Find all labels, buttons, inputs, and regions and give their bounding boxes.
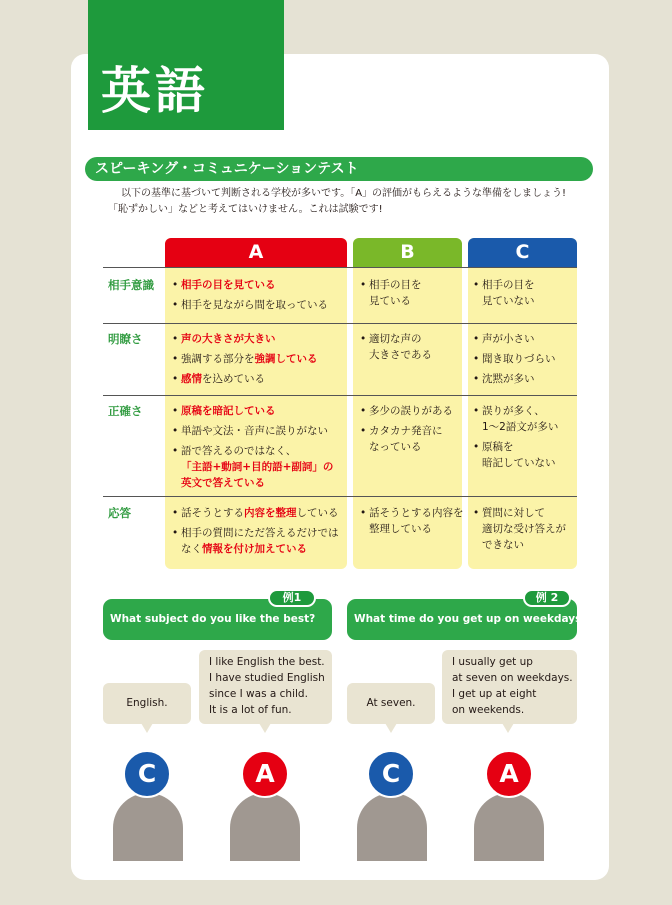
key-phrase: 「主語+動詞+目的語+副詞」の [181, 461, 334, 473]
example-1-question: What subject do you like the best? [103, 599, 332, 640]
person-silhouette [474, 793, 544, 861]
key-phrase: 内容を整理 [244, 507, 297, 519]
criterion-line [369, 293, 422, 309]
criterion-line [369, 439, 453, 455]
bubble-line: It is a lot of fun. [209, 704, 292, 716]
cell-response-c [473, 505, 566, 557]
criterion-line [181, 297, 328, 313]
criterion-text: 暗記していない [482, 457, 556, 469]
cell-clarity-b [360, 331, 432, 367]
criterion-text: 原稿を [482, 441, 514, 453]
criterion-line [181, 541, 339, 557]
criterion-line [369, 347, 432, 363]
criterion-text: 質問に対して [482, 507, 545, 519]
criterion-item [172, 423, 333, 439]
person-silhouette [230, 793, 300, 861]
criterion-line [482, 277, 535, 293]
cell-clarity-c [473, 331, 556, 391]
bubble-tail [502, 723, 514, 733]
grade-badge-a: A [241, 750, 289, 798]
criterion-line [482, 403, 558, 419]
criterion-text: 聞き取りづらい [482, 353, 556, 365]
row-label-response: 応答 [108, 506, 131, 520]
criterion-item [473, 351, 556, 367]
criterion-text: 語で答えるのではなく、 [181, 445, 297, 457]
criterion-item [473, 371, 556, 387]
criterion-line [482, 505, 566, 521]
cell-attitude-b [360, 277, 422, 313]
criterion-item [172, 443, 333, 491]
bubble-line: at seven on weekdays. [452, 672, 573, 684]
criterion-line [482, 293, 535, 309]
example-2-question: What time do you get up on weekdays? [347, 599, 577, 640]
criterion-text: 適切な受け答えが [482, 523, 566, 535]
criterion-line [482, 371, 556, 387]
criterion-line [181, 403, 333, 419]
criterion-text: 単語や文法・音声に誤りがない [181, 425, 328, 437]
criterion-line [369, 277, 422, 293]
criterion-text: 相手の目を [369, 279, 422, 291]
criterion-text: 話そうとする内容を [369, 507, 464, 519]
criterion-item [172, 371, 318, 387]
criterion-text: 相手の目を [482, 279, 535, 291]
criterion-item [360, 331, 432, 363]
cell-accuracy-b [360, 403, 453, 459]
criterion-line [181, 443, 333, 459]
cell-response-a [172, 505, 339, 561]
criterion-text: 沈黙が多い [482, 373, 535, 385]
bubble-line: since I was a child. [209, 688, 308, 700]
key-phrase: 相手の目を見ている [181, 279, 276, 291]
criterion-line [482, 455, 558, 471]
column-header-a: A [165, 238, 347, 267]
criterion-item [172, 331, 318, 347]
criterion-line [181, 351, 318, 367]
criterion-line [181, 475, 333, 491]
key-phrase: 声の大きさが大きい [181, 333, 276, 345]
row-label-accuracy: 正確さ [108, 404, 143, 418]
section-title-bar: スピーキング・コミュニケーションテスト [85, 157, 593, 181]
row-label-attitude: 相手意識 [108, 278, 154, 292]
criterion-item [360, 277, 422, 309]
bubble-line: I usually get up [452, 656, 533, 668]
row-label-clarity: 明瞭さ [108, 332, 143, 346]
criterion-text: 声が小さい [482, 333, 535, 345]
criterion-text: 見ていない [482, 295, 535, 307]
criterion-line [482, 419, 558, 435]
criterion-text: 適切な声の [369, 333, 422, 345]
criterion-text: 相手を見ながら間を取っている [181, 299, 328, 311]
key-phrase: 英文で答えている [181, 477, 265, 489]
criterion-text: カタカナ発音に [369, 425, 443, 437]
speech-bubble-a-2 [442, 650, 577, 724]
criterion-item [172, 505, 339, 521]
criterion-text: 多少の誤りがある [369, 405, 453, 417]
cell-attitude-a [172, 277, 328, 317]
criterion-text: 誤りが多く、 [482, 405, 545, 417]
criterion-item [473, 277, 535, 309]
criterion-item [172, 277, 328, 293]
criterion-line [181, 331, 318, 347]
criterion-line [482, 439, 558, 455]
bubble-tail [385, 723, 397, 733]
speech-bubble-a-1 [199, 650, 332, 724]
bubble-line: At seven. [366, 697, 416, 709]
cell-accuracy-a [172, 403, 333, 495]
column-header-b: B [353, 238, 462, 267]
criterion-line [181, 459, 333, 475]
bubble-line: I like English the best. [209, 656, 325, 668]
cell-attitude-c [473, 277, 535, 313]
person-silhouette [357, 793, 427, 861]
intro-line-1: 以下の基準に基づいて判断される学校が多いです。「A」の評価がもらえるような準備をしましょう! [121, 188, 567, 199]
criterion-item [473, 403, 558, 435]
criterion-line [369, 521, 464, 537]
criterion-line [181, 505, 339, 521]
criterion-text: できない [482, 539, 524, 551]
criterion-line [369, 423, 453, 439]
criterion-text: 相手の質問にただ答えるだけでは [181, 527, 339, 539]
row-divider [103, 395, 577, 396]
criterion-line [369, 505, 464, 521]
cell-clarity-a [172, 331, 318, 391]
person-silhouette [113, 793, 183, 861]
grade-badge-c: C [123, 750, 171, 798]
criterion-item [473, 331, 556, 347]
criterion-text: 話そうとする [181, 507, 244, 519]
criterion-line [482, 331, 556, 347]
key-phrase: 感情 [181, 373, 202, 385]
criterion-line [181, 371, 318, 387]
bubble-line: I have studied English [209, 672, 325, 684]
criterion-text: 大きさである [369, 349, 432, 361]
criterion-text: している [296, 507, 339, 519]
criterion-item [360, 423, 453, 455]
row-divider [103, 323, 577, 324]
cell-accuracy-c [473, 403, 558, 475]
criterion-item [172, 297, 328, 313]
criterion-line [482, 521, 566, 537]
criterion-text: 整理している [369, 523, 432, 535]
criterion-line [181, 277, 328, 293]
criterion-line [181, 423, 333, 439]
criterion-text: 見ている [369, 295, 411, 307]
criterion-line [181, 525, 339, 541]
speech-bubble-c-2 [347, 683, 435, 724]
key-phrase: 原稿を暗記している [181, 405, 276, 417]
grade-badge-a: A [485, 750, 533, 798]
key-phrase: 情報を付け加えている [202, 543, 307, 555]
criterion-item [360, 505, 464, 537]
criterion-item [473, 439, 558, 471]
row-divider [103, 267, 577, 268]
criterion-text: なっている [369, 441, 422, 453]
bubble-tail [141, 723, 153, 733]
intro-line-2: 「恥ずかしい」などと考えてはいけません。これは試験です! [108, 204, 383, 215]
cell-response-b [360, 505, 464, 541]
grade-badge-c: C [367, 750, 415, 798]
bubble-line: I get up at eight [452, 688, 537, 700]
criterion-item [360, 403, 453, 419]
criterion-text: なく [181, 543, 202, 555]
criterion-item [172, 403, 333, 419]
row-divider [103, 496, 577, 497]
criterion-item [172, 351, 318, 367]
criterion-item [473, 505, 566, 553]
subject-title: 英語 [101, 61, 209, 120]
criterion-line [369, 331, 432, 347]
criterion-line [482, 537, 566, 553]
criterion-line [482, 351, 556, 367]
criterion-line [369, 403, 453, 419]
bubble-line: on weekends. [452, 704, 525, 716]
example-2-badge: 例 2 [523, 589, 571, 607]
criterion-text: 強調する部分を [181, 353, 255, 365]
speech-bubble-c-1 [103, 683, 191, 724]
key-phrase: 強調している [254, 353, 318, 365]
criterion-text: を込めている [202, 373, 265, 385]
bubble-line: English. [126, 697, 168, 709]
bubble-tail [259, 723, 271, 733]
example-1-badge: 例1 [268, 589, 316, 607]
column-header-c: C [468, 238, 577, 267]
criterion-item [172, 525, 339, 557]
criterion-text: 1〜2語文が多い [482, 421, 559, 433]
